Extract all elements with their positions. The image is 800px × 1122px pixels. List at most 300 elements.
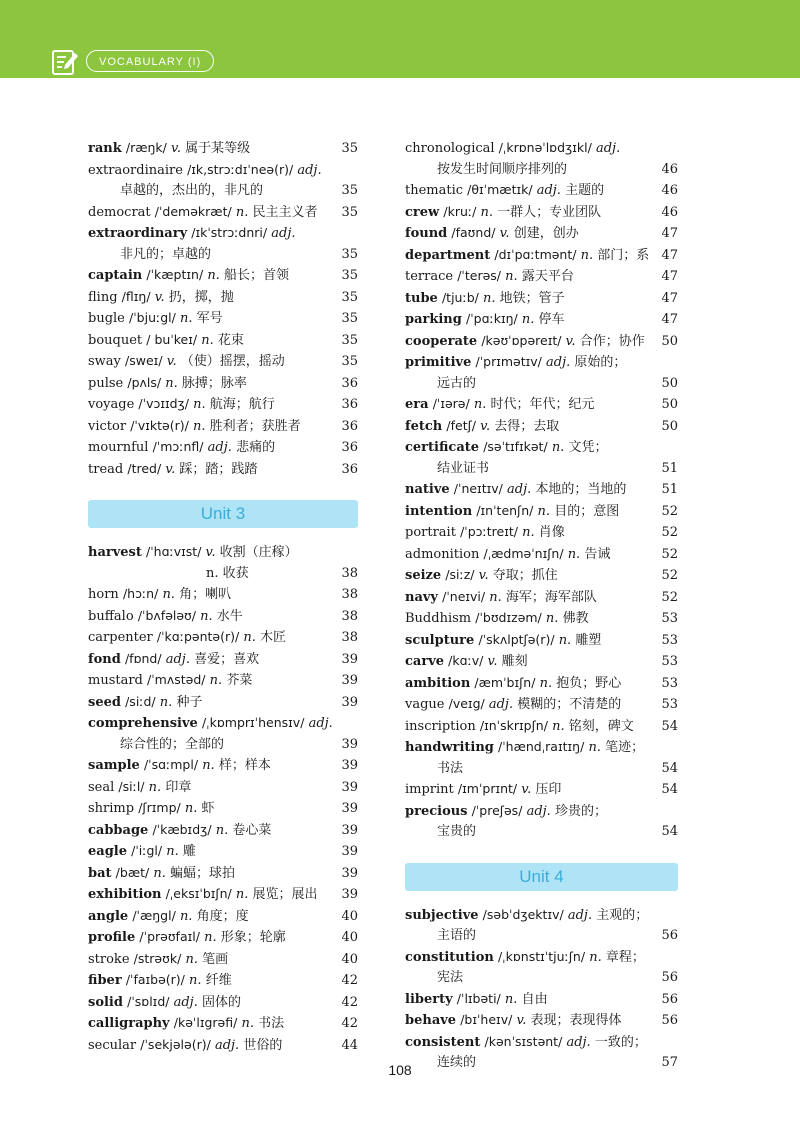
part-of-speech: adj.	[507, 482, 532, 497]
page-ref: 42	[341, 1016, 358, 1031]
page-ref: 46	[661, 183, 678, 198]
vocab-entry	[88, 670, 358, 692]
page-ref: 56	[661, 970, 678, 985]
phonetic: /ˈdeməkræt/	[154, 203, 232, 219]
left-column	[88, 138, 358, 1056]
headword: fling	[88, 289, 118, 305]
phonetic: /fɒnd/	[124, 650, 162, 666]
page-ref: 56	[661, 1013, 678, 1028]
vocab-entry	[88, 606, 358, 628]
part-of-speech: n.	[545, 611, 559, 626]
phonetic: /kənˈsɪstənt/	[484, 1033, 563, 1049]
phonetic: /ˈmɔːnfl/	[152, 439, 204, 454]
entry-list-left-bottom	[88, 542, 358, 1056]
definition: 地铁；管子	[499, 290, 565, 306]
headword: native	[405, 482, 450, 497]
vocab-entry	[405, 202, 678, 224]
headword: fiber	[88, 973, 122, 988]
page-ref: 47	[661, 290, 678, 306]
headword: secular	[88, 1037, 137, 1053]
vocab-entry	[405, 651, 678, 673]
part-of-speech: n.	[537, 503, 551, 519]
vocab-entry	[405, 501, 678, 523]
headword: intention	[405, 503, 473, 519]
part-of-speech: v.	[521, 782, 532, 797]
phonetic: /fetʃ/	[446, 417, 477, 433]
headword: Buddhism	[405, 611, 472, 626]
definition: 章程；	[605, 949, 645, 965]
definition: 铭刻，碑文	[568, 718, 634, 734]
page-ref: 39	[341, 694, 358, 710]
phonetic: /ˈɪərə/	[432, 396, 470, 411]
definition: 露天平台	[521, 269, 574, 284]
part-of-speech: n.	[215, 822, 229, 838]
page-ref: 53	[661, 611, 678, 626]
part-of-speech: n.	[505, 269, 518, 284]
page-ref: 39	[341, 651, 358, 667]
definition: 芥菜	[226, 673, 253, 688]
headword: handwriting	[405, 740, 494, 755]
phonetic: /ɪnˈskrɪpʃn/	[479, 717, 548, 733]
part-of-speech: adj.	[546, 355, 571, 370]
page-ref: 35	[341, 332, 358, 348]
phonetic: /ˈpreʃəs/	[471, 802, 523, 818]
definition: 笔迹；	[605, 740, 645, 755]
definition: 水牛	[216, 608, 243, 624]
vocab-entry	[405, 266, 678, 288]
definition: 部门；系	[597, 247, 650, 263]
part-of-speech: n.	[473, 397, 487, 412]
part-of-speech: n.	[202, 758, 215, 773]
phonetic: /kɑːv/	[448, 653, 484, 668]
phonetic: /ˈprəʊfaɪl/	[139, 929, 200, 944]
part-of-speech: adj.	[308, 716, 333, 731]
part-of-speech: n.	[148, 779, 162, 795]
phonetic: /ˈkæptɪn/	[146, 267, 204, 282]
phonetic: /strəʊk/	[133, 950, 182, 966]
phonetic: /ˈpɑːkɪŋ/	[466, 311, 518, 326]
part-of-speech: adj.	[488, 697, 514, 712]
phonetic: /ˈvɔɪɪdʒ/	[138, 396, 189, 411]
phonetic: /ˈprɪmətɪv/	[475, 354, 542, 369]
phonetic: /ˈneɪtɪv/	[453, 481, 503, 496]
page-ref: 38	[341, 565, 358, 581]
headword: tube	[405, 290, 438, 306]
page-ref: 57	[661, 1055, 678, 1070]
part-of-speech: n.	[235, 204, 249, 220]
page-ref: 54	[661, 824, 678, 839]
vocab-entry	[88, 584, 358, 606]
vocab-entry	[88, 373, 358, 395]
definition: 主观的；	[596, 907, 649, 923]
phonetic: /bæt/	[115, 864, 150, 880]
vocab-entry	[88, 1035, 358, 1057]
definition: 扔，掷，抛	[168, 289, 234, 305]
page-ref: 35	[341, 268, 358, 283]
definition-continued: 卓越的，杰出的，非凡的	[120, 183, 264, 198]
page-ref: 35	[341, 289, 358, 305]
definition: 佛教	[562, 611, 589, 626]
definition: 雕刻	[501, 654, 528, 669]
definition: 目的；意图	[554, 503, 620, 519]
part-of-speech: v.	[165, 461, 176, 477]
headword: fetch	[405, 418, 443, 434]
phonetic: /ˈsɒlɪd/	[127, 993, 170, 1009]
headword: ambition	[405, 675, 471, 691]
phonetic: /ˈmʌstəd/	[147, 672, 206, 687]
definition: 文凭；	[568, 440, 608, 455]
phonetic: /ˈfaɪbə(r)/	[125, 972, 185, 987]
definition: 民主主义者	[252, 204, 318, 220]
headword: rank	[88, 141, 122, 156]
vocab-entry	[405, 288, 678, 310]
definition: 木匠	[259, 630, 286, 645]
definition: 悲痛的	[236, 440, 276, 455]
phonetic: /ˌædməˈnɪʃn/	[483, 545, 564, 561]
definition: 时代；年代；纪元	[490, 397, 595, 412]
phonetic: /ˈsɑːmpl/	[143, 757, 199, 772]
part-of-speech: n.	[162, 587, 175, 602]
vocab-entry	[405, 352, 678, 394]
headword: thematic	[405, 183, 464, 198]
definition: 夺取；抓住	[492, 568, 558, 583]
headword: constitution	[405, 949, 494, 965]
page-ref: 35	[341, 354, 358, 369]
part-of-speech: adj.	[526, 803, 551, 819]
headword: era	[405, 397, 429, 412]
part-of-speech: v.	[480, 418, 491, 434]
phonetic: /ˈvɪktə(r)/	[130, 417, 189, 433]
page-ref: 47	[661, 226, 678, 241]
vocab-entry	[88, 820, 358, 842]
phonetic: /ˌkɒmprɪˈhensɪv/	[201, 715, 305, 730]
definition: 蝙蝠；球拍	[170, 865, 236, 881]
definition: 角度；度	[196, 908, 249, 924]
page-ref: 42	[341, 973, 358, 988]
part-of-speech: adj.	[567, 907, 593, 923]
phonetic: /faʊnd/	[451, 225, 496, 240]
vocab-entry	[405, 331, 678, 353]
page-ref: 40	[341, 908, 358, 924]
part-of-speech: n.	[567, 546, 581, 562]
definition-continued: 宝贵的	[437, 824, 477, 839]
part-of-speech: n.	[159, 694, 173, 710]
page-ref: 36	[341, 397, 358, 412]
phonetic: /ˌeksɪˈbɪʃn/	[165, 886, 232, 901]
page-ref: 52	[661, 589, 678, 605]
phonetic: /sweɪ/	[125, 353, 163, 368]
part-of-speech: n.	[482, 290, 496, 306]
page-ref: 35	[341, 246, 358, 262]
phonetic: /ˈbʌfələʊ/	[137, 607, 196, 623]
vocab-entry	[405, 801, 678, 843]
vocab-entry	[88, 265, 358, 287]
phonetic: /hɔːn/	[122, 586, 159, 601]
vocab-entry	[88, 437, 358, 459]
notebook-pencil-icon	[50, 47, 80, 77]
part-of-speech: n.	[504, 991, 518, 1007]
phonetic: /ˈlɪbəti/	[456, 990, 501, 1006]
vocab-entry	[88, 992, 358, 1014]
vocab-entry	[88, 884, 358, 906]
definition: 航海；航行	[209, 397, 275, 412]
vocab-entry	[88, 416, 358, 438]
phonetic: /ɪk,strɔːdɪˈneə(r)/	[187, 161, 294, 177]
definition: 压印	[535, 782, 562, 797]
part-of-speech: v.	[565, 333, 576, 349]
entry-list-right-top	[405, 138, 678, 843]
headword: captain	[88, 268, 143, 283]
headword: parking	[405, 312, 462, 327]
definition: 世俗的	[243, 1037, 283, 1053]
phonetic: /ˈkæbɪdʒ/	[152, 821, 212, 837]
headword: liberty	[405, 991, 453, 1007]
vocab-entry	[88, 138, 358, 160]
part-of-speech: n.	[179, 908, 193, 924]
definition-continued: 书法	[437, 760, 464, 776]
headword: navy	[405, 589, 438, 605]
definition: 踩；踏；践踏	[179, 461, 258, 477]
definition: 肖像	[538, 525, 565, 540]
page-ref: 39	[341, 844, 358, 859]
entry-list-right-bottom	[405, 905, 678, 1074]
phonetic: /pʌls/	[127, 374, 162, 390]
section-label: VOCABULARY (I)	[86, 50, 214, 72]
page-ref: 42	[341, 994, 358, 1010]
vocab-entry	[405, 416, 678, 438]
unit-4-heading: Unit 4	[405, 863, 678, 891]
headword: shrimp	[88, 801, 135, 816]
part-of-speech: adj.	[297, 162, 322, 178]
part-of-speech: n.	[588, 740, 601, 755]
part-of-speech: n.	[185, 951, 198, 967]
page-ref: 36	[341, 418, 358, 434]
definition-continued: 结业证书	[437, 460, 490, 476]
headword: sample	[88, 758, 140, 773]
headword: voyage	[88, 397, 135, 412]
headword: carpenter	[88, 630, 153, 645]
page-ref: 39	[341, 673, 358, 688]
page-ref: 53	[661, 654, 678, 669]
part-of-speech: v.	[171, 141, 181, 156]
part-of-speech: v.	[487, 654, 498, 669]
vocab-entry	[405, 587, 678, 609]
part-of-speech: n.	[551, 440, 565, 455]
vocab-entry	[405, 223, 678, 245]
phonetic: /ˈæŋgl/	[132, 907, 176, 923]
definition: 珍贵的；	[554, 803, 607, 819]
definition: 船长；首领	[223, 268, 289, 283]
headword: profile	[88, 930, 136, 945]
page-ref: 52	[661, 568, 678, 583]
part-of-speech: n.	[189, 973, 202, 988]
page-ref: 46	[661, 161, 678, 177]
vocab-entry	[88, 459, 358, 481]
vocab-entry	[88, 351, 358, 373]
vocab-entry	[88, 649, 358, 671]
part-of-speech: adj.	[595, 141, 621, 156]
vocab-entry	[405, 309, 678, 331]
part-of-speech: n.	[166, 844, 179, 859]
headword: inscription	[405, 718, 476, 734]
vocab-entry	[405, 694, 678, 716]
headword: seize	[405, 568, 442, 583]
page-ref: 39	[341, 865, 358, 881]
headword: imprint	[405, 782, 454, 797]
vocab-entry	[88, 692, 358, 714]
headword: sway	[88, 354, 121, 369]
headword: bat	[88, 865, 112, 881]
definition: 纤维	[205, 973, 232, 988]
part-of-speech: n.	[207, 268, 220, 283]
vocab-entry	[405, 138, 678, 180]
phonetic: /kəʊˈɒpəreɪt/	[481, 332, 562, 348]
headword: tread	[88, 461, 124, 477]
vocab-entry	[405, 437, 678, 479]
part-of-speech: n.	[580, 247, 594, 263]
vocab-entry	[88, 223, 358, 265]
page-ref: 35	[341, 311, 358, 326]
part-of-speech: n.	[193, 397, 206, 412]
headword: consistent	[405, 1034, 481, 1050]
vocab-entry	[88, 949, 358, 971]
page-ref: 50	[661, 397, 678, 412]
headword: harvest	[88, 545, 142, 560]
headword: eagle	[88, 844, 127, 859]
phonetic: /veɪg/	[448, 696, 485, 711]
vocab-entry	[405, 180, 678, 202]
definition: 本地的；当地的	[535, 482, 627, 497]
phonetic: /siːz/	[445, 567, 475, 582]
part-of-speech: v.	[499, 226, 510, 241]
definition-continued: 主语的	[437, 928, 477, 943]
part-of-speech: n.	[241, 1016, 254, 1031]
vocab-entry	[88, 970, 358, 992]
definition: 展览；展出	[252, 887, 318, 902]
vocab-entry	[405, 673, 678, 695]
headword: extraordinaire	[88, 162, 183, 178]
part-of-speech: adj.	[173, 994, 198, 1010]
vocab-entry	[88, 841, 358, 863]
page-ref: 56	[661, 991, 678, 1007]
part-of-speech: v.	[516, 1013, 527, 1028]
vocab-entry	[405, 394, 678, 416]
page-ref: 54	[661, 760, 678, 776]
headword: exhibition	[88, 887, 162, 902]
part-of-speech: n.	[153, 865, 166, 881]
page-ref: 50	[661, 418, 678, 434]
page-ref: 52	[661, 546, 678, 562]
vocab-entry	[88, 394, 358, 416]
page-ref: 39	[341, 887, 358, 902]
page-ref: 35	[341, 183, 358, 198]
headword: certificate	[405, 440, 480, 455]
phonetic: /ˈneɪvi/	[442, 588, 486, 604]
page-number: 108	[388, 1062, 412, 1078]
phonetic: /ɪkˈstrɔːdnri/	[191, 225, 268, 240]
definition: 脉搏；脉率	[181, 375, 247, 391]
page-ref: 53	[661, 632, 678, 648]
phonetic: /səˈtɪfɪkət/	[483, 439, 548, 454]
vocab-entry	[88, 308, 358, 330]
vocab-entry	[405, 1010, 678, 1032]
definition: 花束	[217, 332, 244, 348]
part-of-speech: n.	[539, 675, 553, 691]
definition-continued: 综合性的；全部的	[120, 736, 225, 752]
page-ref: 38	[341, 630, 358, 645]
headword: seal	[88, 779, 115, 795]
headword: buffalo	[88, 608, 134, 624]
part-of-speech: n.	[552, 718, 565, 734]
page-ref: 54	[661, 782, 678, 797]
headword: behave	[405, 1013, 457, 1028]
part-of-speech: n.	[235, 887, 249, 902]
vocab-entry	[405, 989, 678, 1011]
vocab-entry	[88, 777, 358, 799]
part-of-speech: adj.	[536, 183, 561, 198]
vocab-entry	[88, 906, 358, 928]
definition: 一群人；专业团队	[497, 204, 602, 220]
headword: solid	[88, 994, 123, 1010]
headword: chronological	[405, 141, 495, 156]
phonetic: /dɪˈpɑːtmənt/	[494, 246, 577, 262]
definition-continued: 非凡的；卓越的	[120, 246, 212, 262]
unit-3-heading: Unit 3	[88, 500, 358, 528]
part-of-speech: n.	[480, 204, 493, 220]
phonetic: /θɪˈmætɪk/	[467, 182, 533, 197]
definition: 雕塑	[575, 632, 602, 648]
phonetic: /ˈpɔːtreɪt/	[460, 524, 518, 539]
vocab-entry	[405, 522, 678, 544]
vocab-entry	[405, 245, 678, 267]
definition: 表现；表现得体	[530, 1013, 622, 1028]
headword: precious	[405, 803, 468, 819]
headword: cooperate	[405, 333, 478, 349]
vocab-entry	[88, 330, 358, 352]
vocab-entry	[405, 565, 678, 587]
phonetic: /ˈbʊdɪzəm/	[475, 610, 542, 625]
phonetic: /ʃrɪmp/	[138, 800, 181, 815]
part-of-speech: adj.	[271, 226, 296, 241]
phonetic: /ræŋk/	[125, 140, 167, 155]
definition: 主题的	[565, 183, 605, 198]
headword: cabbage	[88, 822, 149, 838]
page-ref: 35	[341, 141, 358, 156]
headword: primitive	[405, 355, 472, 370]
page-ref: 52	[661, 503, 678, 519]
part-of-speech: adj.	[214, 1037, 240, 1053]
page-ref: 52	[661, 525, 678, 540]
part-of-speech: v.	[166, 354, 177, 369]
part-of-speech: n.	[489, 589, 502, 605]
definition: 胜利者；获胜者	[209, 418, 301, 434]
phonetic: /tjuːb/	[441, 289, 479, 305]
page-ref: 36	[341, 461, 358, 477]
phonetic: /ˌkrɒnəˈlɒdʒɪkl/	[498, 140, 592, 155]
page-ref: 51	[661, 460, 678, 476]
page-ref: 51	[661, 482, 678, 497]
phonetic: /ˈkɑːpəntə(r)/	[156, 629, 240, 644]
phonetic: /siːd/	[125, 693, 156, 709]
part-of-speech: v.	[154, 289, 165, 305]
definition: 雕	[182, 844, 196, 859]
headword: calligraphy	[88, 1016, 170, 1031]
page-ref: 39	[341, 801, 358, 816]
headword: vague	[405, 697, 445, 712]
vocab-entry	[88, 755, 358, 777]
phonetic: /bɪˈheɪv/	[460, 1012, 513, 1027]
headword: horn	[88, 587, 119, 602]
